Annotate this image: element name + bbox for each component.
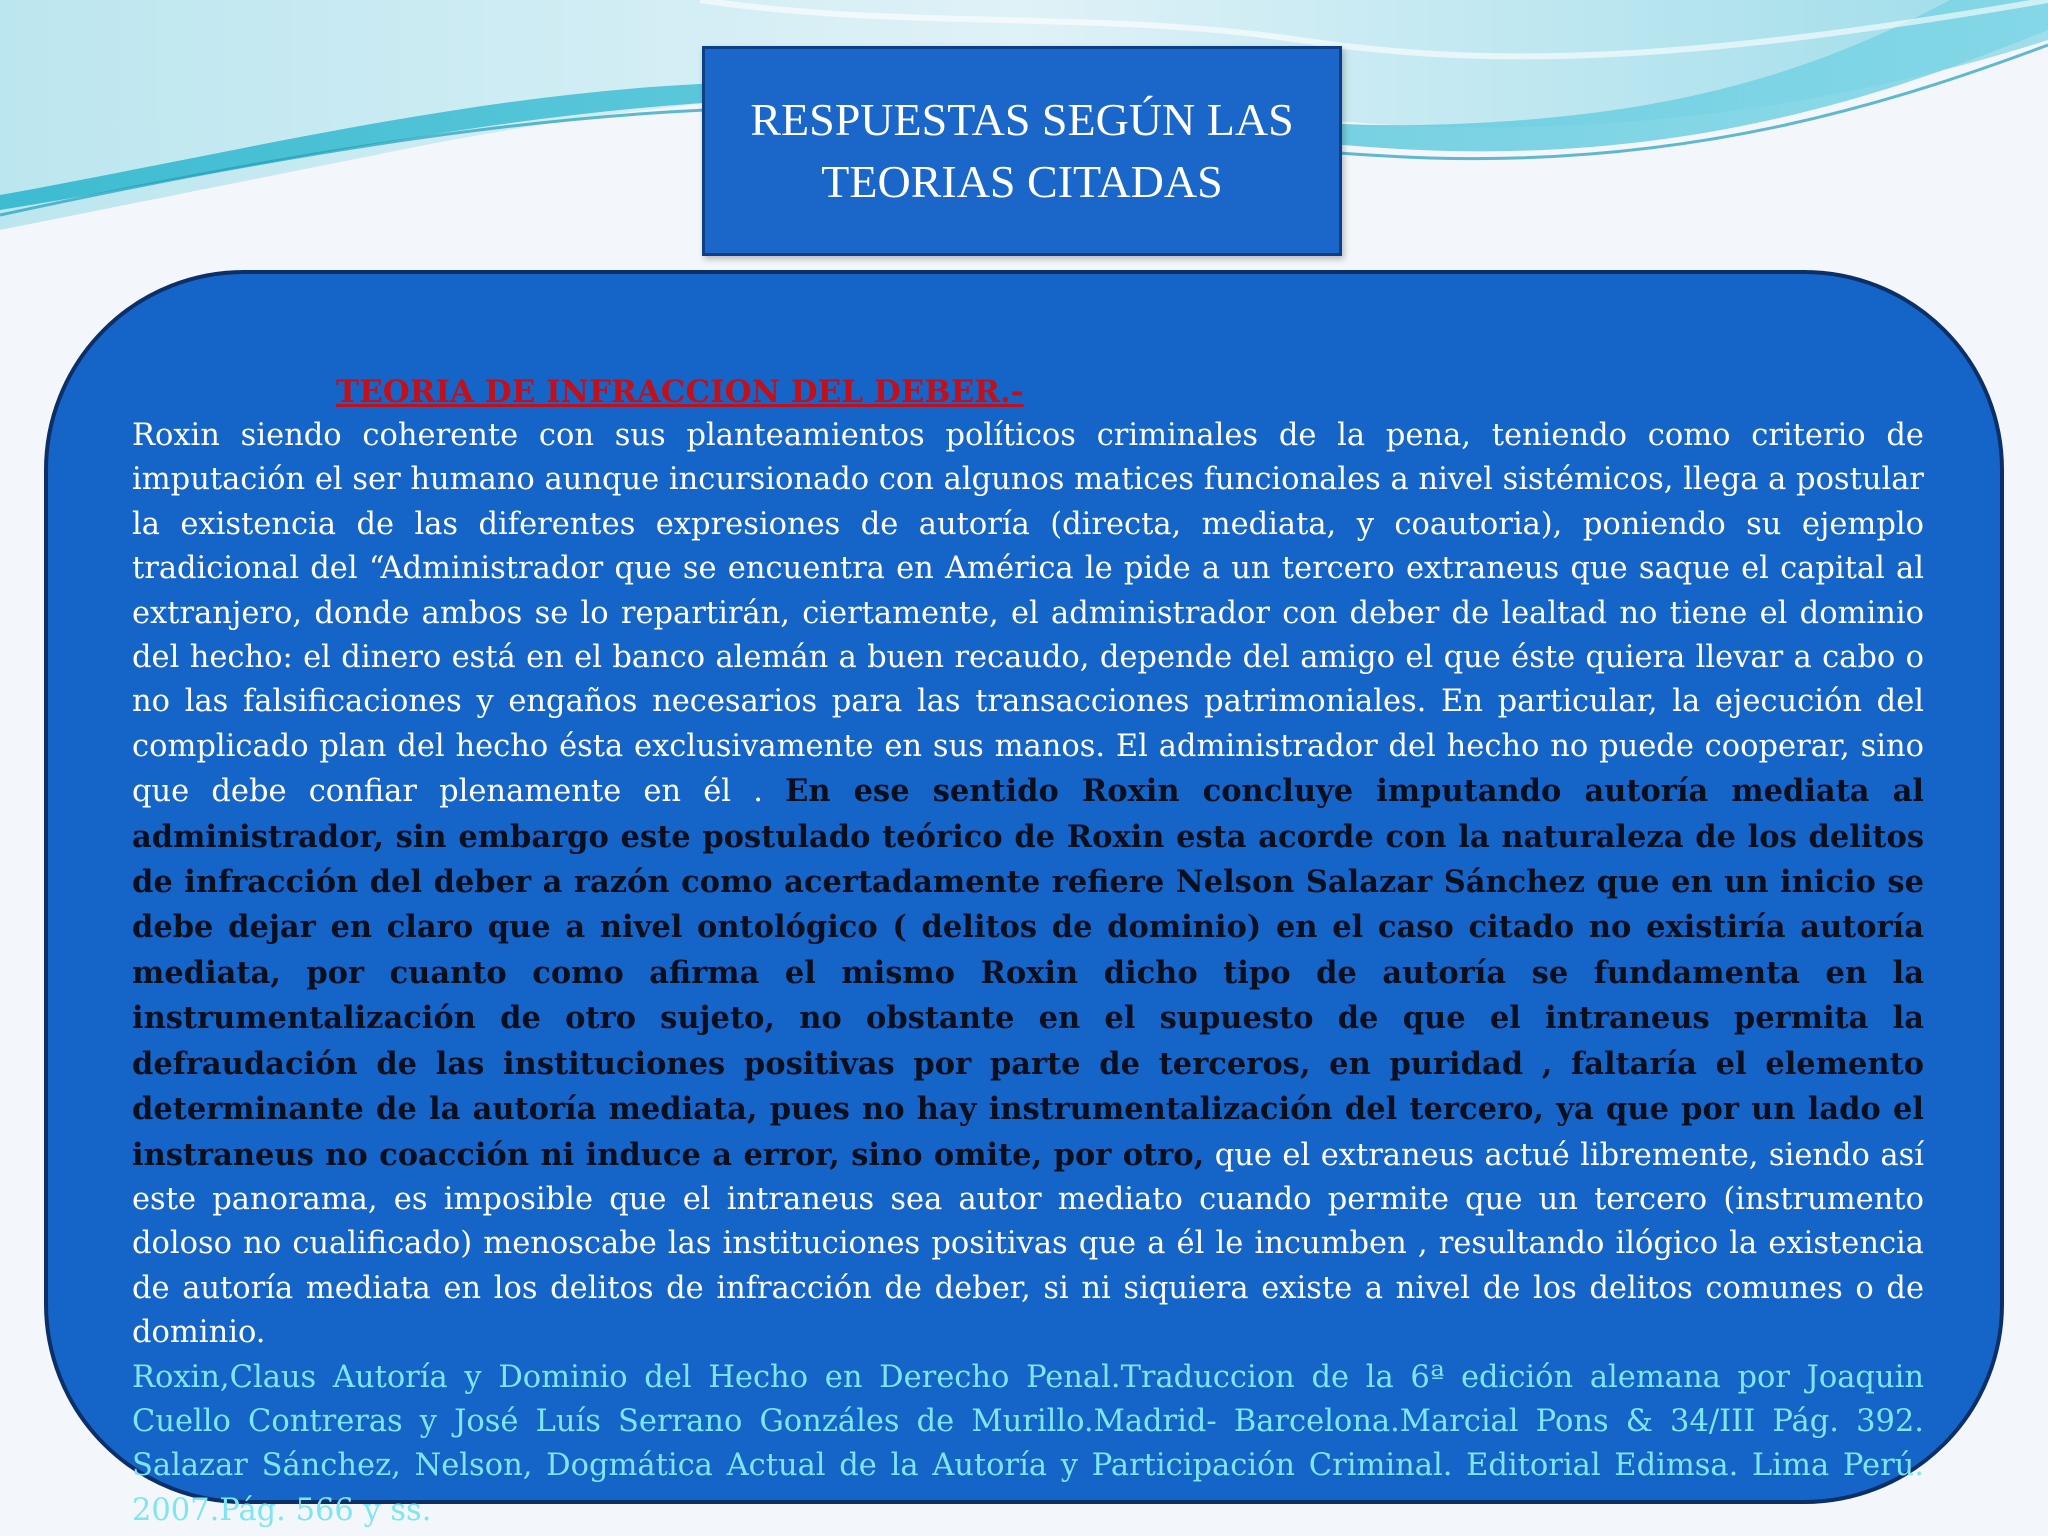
- paragraph-normal-1: Roxin siendo coherente con sus planteamientos políticos criminales de la pena, teniendo como criterio de imputación el ser humano aunque incursionado con algunos matices funcionales a nivel sistémicos, llega a postular la existencia de las diferentes expresiones de autoría (directa, mediata, y coautoria), poniendo su ejemplo tradicional del “Administrador que se encuentra en América le pide a un tercero extraneus que saque el capital al extranjero, donde ambos se lo repartirán, ciertamente, el administrador con deber de lealtad no tiene el dominio del hecho: el dinero está en el banco alemán a buen recaudo, depende del amigo el que éste quiera llevar a cabo o no las falsificaciones y engaños necesarios para las transacciones patrimoniales. En particular, la ejecución del complicado plan del hecho ésta exclusivamente en sus manos. El administrador del hecho no puede cooperar, sino que debe confiar plenamente en él .: [132, 418, 1924, 810]
- slide-title: RESPUESTAS SEGÚN LAS TEORIAS CITADAS: [750, 94, 1294, 207]
- body-text: [132, 370, 1924, 1533]
- references: Roxin,Claus Autoría y Dominio del Hecho en Derecho Penal.Traduccion de la 6ª edición alemana por Joaquin Cuello Contreras y José Luís Serrano Gonzáles de Murillo.Madrid- Barcelona.Marcial Pons & 34/III Pág. 392. Salazar Sánchez, Nelson, Dogmática Actual de la Autoría y Participación Criminal. Editorial Edimsa. Lima Perú. 2007.Pág. 566 y ss.: [132, 1359, 1924, 1528]
- content-panel: [44, 270, 2004, 1528]
- paragraph-normal-2: que el extraneus actué libremente, siendo así este panorama, es imposible que el intraneus sea autor mediato cuando permite que un tercero (instrumento doloso no cualificado) menoscabe las instituciones positivas que a él le incumben , resultando ilógico la existencia de autoría mediata en los delitos de infracción de deber, si ni siquiera existe a nivel de los delitos comunes o de dominio.: [132, 1137, 1924, 1351]
- title-box: [702, 46, 1342, 256]
- paragraph-bold: En ese sentido Roxin concluye imputando autoría mediata al administrador, sin embargo este postulado teórico de Roxin esta acorde con la naturaleza de los delitos de infracción del deber a razón como acertadamente refiere Nelson Salazar Sánchez que en un inicio se debe dejar en claro que a nivel ontológico ( delitos de dominio) en el caso citado no existiría autoría mediata, por cuanto como afirma el mismo Roxin dicho tipo de autoría se fundamenta en la instrumentalización de otro sujeto, no obstante en el supuesto de que el intraneus permita la defraudación de las instituciones positivas por parte de terceros, en puridad , faltaría el elemento determinante de la autoría mediata, pues no hay instrumentalización del tercero, ya que por un lado el instraneus no coacción ni induce a error, sino omite, por otro,: [132, 773, 1924, 1173]
- main-paragraph: [132, 414, 1924, 1356]
- section-heading: TEORIA DE INFRACCION DEL DEBER.-: [336, 374, 1024, 410]
